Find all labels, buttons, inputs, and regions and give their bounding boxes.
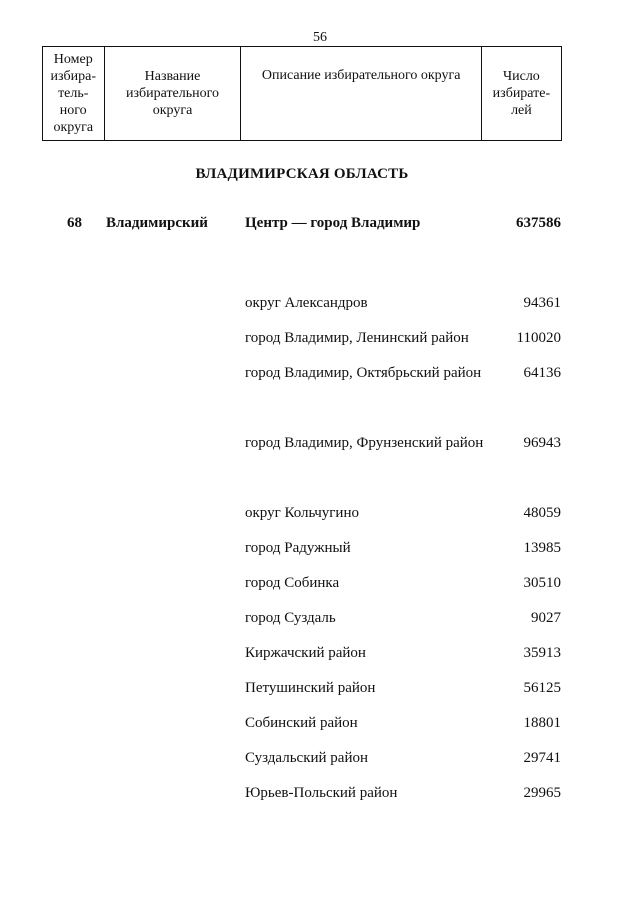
entry-voters: 35913 [523,645,561,661]
entry-description: город Владимир, Ленинский район [245,330,469,346]
header-row [43,47,562,141]
district-name: Владимирский [106,215,208,231]
entry-voters: 94361 [523,295,561,311]
list-item [0,286,640,321]
entry-description: город Собинка [245,575,340,591]
list-item [0,566,640,601]
list-item [0,636,640,671]
entry-voters: 64136 [523,365,561,381]
entry-description: округ Александров [245,295,368,311]
district-row [0,215,640,235]
entry-voters: 13985 [523,540,561,556]
list-item [0,776,640,811]
entry-description: город Суздаль [245,610,336,626]
page-number: 56 [313,30,327,45]
entry-voters: 110020 [516,330,561,346]
list-item [0,496,640,531]
entry-voters: 29741 [523,750,561,766]
column-header-table [42,46,562,141]
entry-description: Киржачский район [245,645,366,661]
header-voter-count: Число избирате-лей [481,47,561,141]
entries-list [0,286,640,811]
entry-description: Юрьев-Польский район [245,785,398,801]
district-center: Центр — город Владимир [245,215,421,231]
list-item [0,321,640,356]
entry-description: округ Кольчугино [245,505,359,521]
list-item [0,601,640,636]
entry-description: город Радужный [245,540,351,556]
entry-voters: 18801 [523,715,561,731]
entry-description: Петушинский район [245,680,376,696]
list-item [0,671,640,706]
entry-description: Суздальский район [245,750,368,766]
header-district-description: Описание избирательного округа [241,47,481,141]
entry-voters: 48059 [523,505,561,521]
list-item [0,356,640,426]
list-item [0,706,640,741]
district-number: 68 [67,215,82,231]
list-item [0,531,640,566]
header-district-name: Название избирательного округа [104,47,241,141]
district-voters: 637586 [516,215,561,231]
list-item [0,426,640,496]
region-title: ВЛАДИМИРСКАЯ ОБЛАСТЬ [195,166,409,182]
entry-voters: 9027 [531,610,561,626]
header-district-number: Номер избира-тель-ного округа [43,47,105,141]
entry-voters: 30510 [523,575,561,591]
entry-description: Собинский район [245,715,358,731]
entry-description: город Владимир, Октябрьский район [245,365,482,381]
list-item [0,741,640,776]
entry-voters: 56125 [523,680,561,696]
entry-description: город Владимир, Фрунзенский район [245,435,484,451]
entry-voters: 96943 [523,435,561,451]
entry-voters: 29965 [523,785,561,801]
